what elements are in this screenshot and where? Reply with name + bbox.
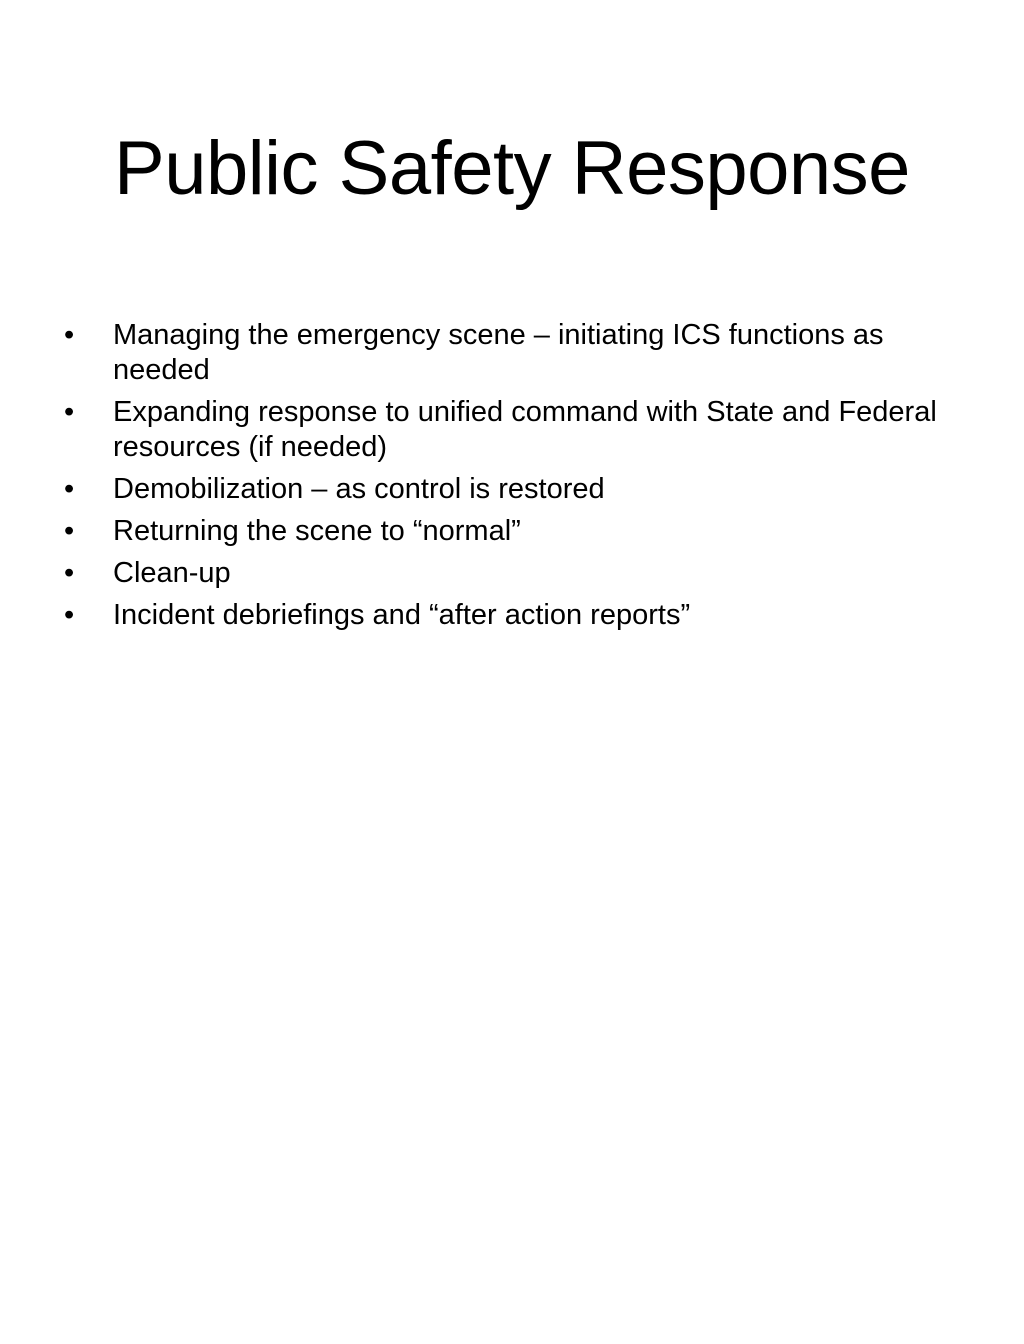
bullet-text: Demobilization – as control is restored: [113, 473, 605, 505]
bullet-icon: •: [64, 473, 75, 505]
list-item: [64, 318, 944, 388]
bullet-list: [64, 318, 944, 640]
list-item: [64, 514, 944, 549]
bullet-text: Returning the scene to “normal”: [113, 515, 521, 547]
bullet-text: Incident debriefings and “after action reports”: [113, 599, 691, 631]
bullet-icon: •: [64, 599, 75, 631]
bullet-icon: •: [64, 396, 75, 428]
list-item: [64, 556, 944, 591]
list-item: [64, 598, 944, 633]
bullet-icon: •: [64, 515, 75, 547]
bullet-text: Expanding response to unified command with State and Federal resources (if needed): [113, 396, 937, 463]
list-item: [64, 395, 944, 465]
bullet-text: Clean-up: [113, 557, 231, 589]
list-item: [64, 472, 944, 507]
bullet-icon: •: [64, 319, 75, 351]
slide-title: Public Safety Response: [114, 126, 910, 211]
bullet-icon: •: [64, 557, 75, 589]
bullet-text: Managing the emergency scene – initiating ICS functions as needed: [113, 319, 884, 386]
